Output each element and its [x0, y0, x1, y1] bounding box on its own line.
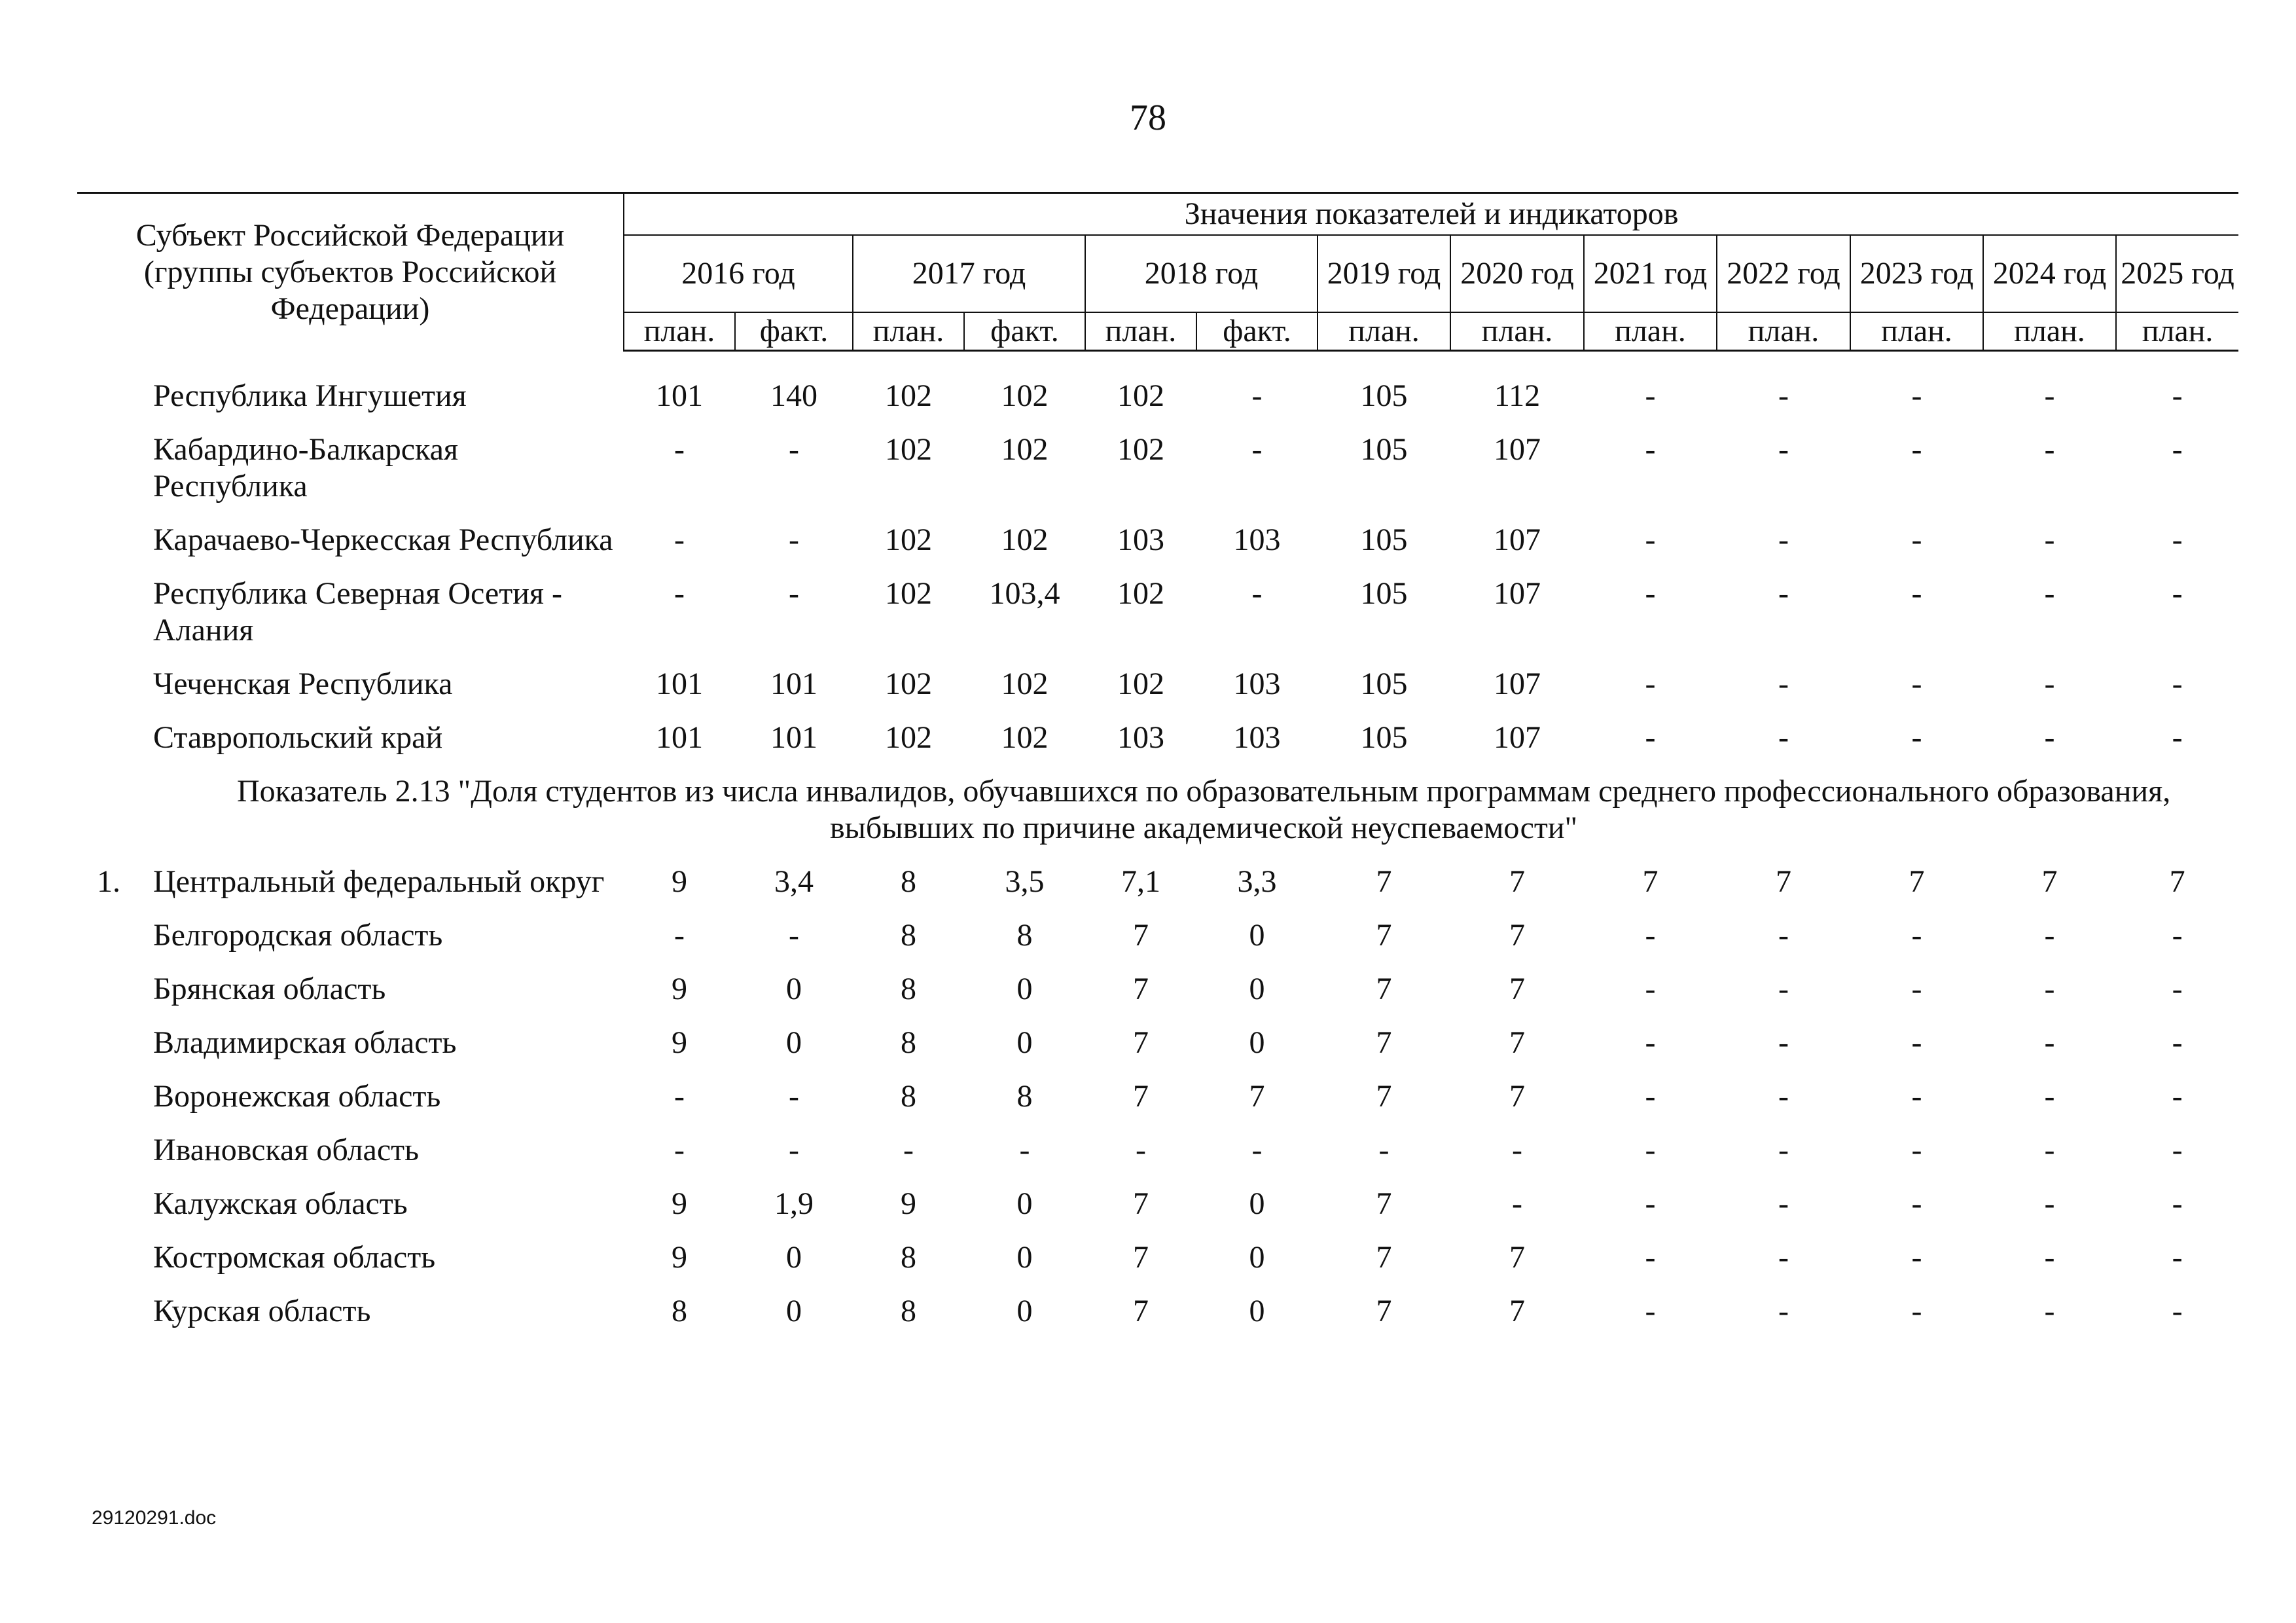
value-cell: -: [1645, 972, 1656, 1006]
value-cell: -: [2044, 432, 2055, 467]
value-cell: 7: [1509, 1079, 1525, 1114]
value-cell: 7: [1133, 1025, 1149, 1060]
value-cell: -: [1911, 918, 1922, 953]
value-cell: 0: [786, 1240, 802, 1275]
value-cell: -: [789, 1079, 799, 1114]
plan-header: план.: [1850, 312, 1983, 351]
value-cell: 102: [885, 666, 932, 701]
value-cell: -: [1911, 522, 1922, 557]
value-cell: -: [2044, 972, 2055, 1006]
value-cell: 140: [770, 378, 817, 413]
value-cell: 0: [1249, 1025, 1265, 1060]
table-row: [77, 720, 2238, 773]
value-cell: -: [674, 1133, 685, 1167]
value-cell: -: [2044, 1294, 2055, 1328]
row-label: Владимирская область: [153, 1025, 457, 1060]
row-label-cell: [77, 522, 624, 575]
value-cell: 7: [1376, 1240, 1392, 1275]
value-cell: -: [1778, 918, 1789, 953]
value-cell: -: [2044, 1240, 2055, 1275]
table-row: [77, 1239, 2238, 1293]
value-cell: -: [1778, 1240, 1789, 1275]
value-cell: -: [674, 1079, 685, 1114]
value-cell: -: [1645, 1186, 1656, 1221]
value-cell: -: [2044, 1186, 2055, 1221]
value-cell: 105: [1360, 666, 1408, 701]
row-label-cell: [77, 1078, 624, 1132]
plan-header: план.: [624, 312, 735, 351]
value-cell: -: [1911, 1079, 1922, 1114]
value-cell: -: [789, 522, 799, 557]
value-cell: 0: [1249, 1240, 1265, 1275]
table-row: [77, 575, 2238, 666]
value-cell: 8: [1016, 918, 1033, 953]
value-cell: 8: [901, 1240, 916, 1275]
value-cell: -: [2172, 1079, 2183, 1114]
value-cell: -: [674, 432, 685, 467]
value-cell: 7: [1133, 1079, 1149, 1114]
value-cell: -: [1911, 1186, 1922, 1221]
table-row: [77, 378, 2238, 431]
value-cell: -: [2172, 576, 2183, 611]
value-cell: 102: [1117, 576, 1164, 611]
table-row: [77, 522, 2238, 575]
value-cell: 7: [1133, 1240, 1149, 1275]
value-cell: -: [1911, 576, 1922, 611]
value-cell: -: [1778, 720, 1789, 755]
value-cell: -: [1778, 1133, 1789, 1167]
plan-header: план.: [853, 312, 964, 351]
value-cell: 7: [1376, 1186, 1392, 1221]
value-cell: 112: [1494, 378, 1541, 413]
value-cell: 8: [901, 972, 916, 1006]
value-cell: 9: [672, 1025, 687, 1060]
value-cell: -: [1911, 1133, 1922, 1167]
row-label: Чеченская Республика: [153, 666, 453, 701]
value-cell: -: [1251, 576, 1263, 611]
value-cell: 101: [656, 378, 703, 413]
value-cell: 0: [1016, 1240, 1033, 1275]
value-cell: -: [674, 918, 685, 953]
table-row: [77, 1186, 2238, 1239]
value-cell: 1,9: [774, 1186, 814, 1221]
value-cell: 7: [1133, 1186, 1149, 1221]
year-2017-header: 2017 год: [853, 235, 1085, 312]
row-label: Костромская область: [153, 1240, 436, 1275]
indicator-row: [77, 773, 2238, 864]
value-cell: -: [1911, 1025, 1922, 1060]
value-cell: -: [789, 432, 799, 467]
fact-header: факт.: [964, 312, 1085, 351]
value-cell: -: [1778, 972, 1789, 1006]
value-cell: 103: [1117, 720, 1164, 755]
row-label-cell: [77, 1186, 624, 1239]
plan-header: план.: [1584, 312, 1717, 351]
value-cell: 102: [1001, 522, 1049, 557]
year-2024-header: 2024 год: [1983, 235, 2116, 312]
value-cell: -: [1911, 378, 1922, 413]
row-label: Калужская область: [153, 1186, 408, 1221]
year-2016-header: 2016 год: [624, 235, 853, 312]
value-cell: 3,3: [1237, 864, 1277, 899]
value-cell: -: [2172, 1025, 2183, 1060]
value-cell: -: [2172, 432, 2183, 467]
table-row: [77, 864, 2238, 917]
value-cell: 102: [885, 432, 932, 467]
row-label-cell: [77, 1293, 624, 1347]
year-2021-header: 2021 год: [1584, 235, 1717, 312]
row-label-cell: [77, 1239, 624, 1293]
year-2019-header: 2019 год: [1318, 235, 1450, 312]
row-label: Кабардино-Балкарская Республика: [153, 432, 458, 503]
plan-header: план.: [1983, 312, 2116, 351]
value-cell: -: [2172, 1240, 2183, 1275]
table-body: [77, 351, 2238, 1347]
table-row: [77, 971, 2238, 1025]
value-cell: 3,4: [774, 864, 814, 899]
indicator-title: Показатель 2.13 "Доля студентов из числа инвалидов, обучавшихся по образовательным программам среднего профессионального образования, выбывших по причине академической неуспеваемости": [236, 774, 2171, 845]
value-cell: 8: [901, 1025, 916, 1060]
value-cell: 107: [1494, 522, 1541, 557]
value-cell: -: [1778, 522, 1789, 557]
value-cell: 9: [672, 1240, 687, 1275]
value-cell: 7: [2169, 864, 2185, 899]
year-2022-header: 2022 год: [1717, 235, 1850, 312]
plan-header: план.: [1318, 312, 1450, 351]
value-cell: 7: [1509, 918, 1525, 953]
value-cell: -: [1251, 1133, 1263, 1167]
value-cell: -: [2044, 576, 2055, 611]
year-2025-header: 2025 год: [2116, 235, 2238, 312]
value-cell: -: [789, 1133, 799, 1167]
value-cell: -: [2172, 522, 2183, 557]
value-cell: 102: [1001, 432, 1049, 467]
plan-header: план.: [1450, 312, 1584, 351]
value-cell: -: [1251, 432, 1263, 467]
value-cell: -: [2172, 918, 2183, 953]
value-cell: 8: [901, 918, 916, 953]
value-cell: -: [1378, 1133, 1390, 1167]
year-2023-header: 2023 год: [1850, 235, 1983, 312]
document-id: 29120291.doc: [92, 1507, 217, 1529]
value-cell: -: [1911, 1294, 1922, 1328]
value-cell: 0: [1016, 1294, 1033, 1328]
row-label-cell: [77, 378, 624, 431]
plan-header: план.: [1085, 312, 1196, 351]
subject-column-header: Субъект Российской Федерации (группы субъектов Российской Федерации): [77, 193, 624, 351]
value-cell: -: [1645, 1240, 1656, 1275]
row-label: Ивановская область: [153, 1133, 420, 1167]
value-cell: 105: [1360, 576, 1408, 611]
value-cell: 0: [1249, 1294, 1265, 1328]
value-cell: -: [1136, 1133, 1146, 1167]
row-label: Брянская область: [153, 972, 386, 1006]
value-cell: 103: [1117, 522, 1164, 557]
value-cell: 107: [1494, 576, 1541, 611]
row-label: Карачаево-Черкесская Республика: [153, 522, 613, 557]
value-cell: 7: [1509, 1294, 1525, 1328]
row-label: Белгородская область: [153, 918, 443, 953]
value-cell: 7: [1909, 864, 1925, 899]
value-cell: 105: [1360, 378, 1408, 413]
value-cell: 103: [1233, 522, 1281, 557]
table-row: [77, 1078, 2238, 1132]
value-cell: 7: [1376, 918, 1392, 953]
value-cell: 105: [1360, 720, 1408, 755]
value-cell: 105: [1360, 432, 1408, 467]
value-cell: 102: [1117, 378, 1164, 413]
value-cell: 101: [770, 720, 817, 755]
year-2020-header: 2020 год: [1450, 235, 1584, 312]
value-cell: 105: [1360, 522, 1408, 557]
value-cell: 0: [1016, 972, 1033, 1006]
values-column-header: Значения показателей и индикаторов: [624, 193, 2238, 236]
table-row: [77, 1132, 2238, 1186]
value-cell: -: [2172, 1133, 2183, 1167]
value-cell: -: [903, 1133, 914, 1167]
value-cell: -: [1251, 378, 1263, 413]
row-label-cell: [77, 666, 624, 720]
value-cell: -: [2044, 378, 2055, 413]
value-cell: -: [1645, 1294, 1656, 1328]
value-cell: 7: [2041, 864, 2058, 899]
value-cell: -: [1778, 1079, 1789, 1114]
row-label: Республика Ингушетия: [153, 378, 467, 413]
row-label: Центральный федеральный округ: [153, 864, 605, 899]
row-label-cell: [77, 575, 624, 666]
value-cell: 8: [672, 1294, 687, 1328]
value-cell: -: [2044, 720, 2055, 755]
value-cell: 101: [656, 666, 703, 701]
value-cell: 101: [770, 666, 817, 701]
value-cell: -: [1645, 1025, 1656, 1060]
value-cell: -: [1778, 378, 1789, 413]
value-cell: 9: [672, 1186, 687, 1221]
value-cell: -: [674, 576, 685, 611]
value-cell: -: [1778, 1025, 1789, 1060]
plan-header: план.: [1717, 312, 1850, 351]
value-cell: -: [2044, 1133, 2055, 1167]
value-cell: 0: [1249, 918, 1265, 953]
value-cell: -: [1019, 1133, 1030, 1167]
row-label-cell: [77, 431, 624, 522]
value-cell: -: [1645, 1079, 1656, 1114]
value-cell: -: [2044, 918, 2055, 953]
fact-header: факт.: [735, 312, 853, 351]
value-cell: 0: [1249, 1186, 1265, 1221]
value-cell: -: [1645, 918, 1656, 953]
row-label: Республика Северная Осетия - Алания: [153, 576, 562, 647]
value-cell: 102: [885, 522, 932, 557]
row-label-cell: [77, 720, 624, 773]
value-cell: -: [2044, 666, 2055, 701]
value-cell: -: [1512, 1186, 1522, 1221]
value-cell: 103,4: [989, 576, 1060, 611]
row-label: Воронежская область: [153, 1079, 441, 1114]
value-cell: -: [1645, 576, 1656, 611]
row-label-cell: [77, 1132, 624, 1186]
value-cell: -: [2044, 1079, 2055, 1114]
value-cell: -: [1778, 432, 1789, 467]
value-cell: 102: [1001, 666, 1049, 701]
value-cell: 0: [1016, 1186, 1033, 1221]
indicators-table: [77, 192, 2238, 1347]
value-cell: 8: [901, 1294, 916, 1328]
value-cell: 107: [1494, 432, 1541, 467]
value-cell: 7: [1509, 864, 1525, 899]
row-label: Ставропольский край: [153, 720, 443, 755]
value-cell: 0: [786, 972, 802, 1006]
value-cell: 8: [901, 864, 916, 899]
value-cell: -: [1645, 522, 1656, 557]
value-cell: 7: [1376, 1079, 1392, 1114]
value-cell: 0: [786, 1025, 802, 1060]
table-row: [77, 1293, 2238, 1347]
row-label-cell: [77, 971, 624, 1025]
value-cell: 102: [1117, 432, 1164, 467]
value-cell: 7: [1249, 1079, 1265, 1114]
value-cell: -: [1778, 576, 1789, 611]
value-cell: -: [1911, 1240, 1922, 1275]
value-cell: -: [674, 522, 685, 557]
value-cell: -: [1645, 720, 1656, 755]
value-cell: 7: [1376, 972, 1392, 1006]
value-cell: 7: [1509, 972, 1525, 1006]
value-cell: 7: [1376, 1294, 1392, 1328]
value-cell: -: [1645, 378, 1656, 413]
value-cell: 8: [901, 1079, 916, 1114]
value-cell: -: [789, 576, 799, 611]
table-row: [77, 431, 2238, 522]
value-cell: -: [1911, 432, 1922, 467]
value-cell: -: [1645, 432, 1656, 467]
value-cell: 102: [885, 378, 932, 413]
year-2018-header: 2018 год: [1085, 235, 1318, 312]
value-cell: -: [2172, 1294, 2183, 1328]
value-cell: 7,1: [1121, 864, 1160, 899]
value-cell: -: [2172, 1186, 2183, 1221]
value-cell: -: [1911, 666, 1922, 701]
fact-header: факт.: [1196, 312, 1318, 351]
value-cell: -: [1911, 972, 1922, 1006]
value-cell: 7: [1133, 918, 1149, 953]
table-row: [77, 666, 2238, 720]
value-cell: 7: [1376, 864, 1392, 899]
row-number: 1.: [97, 864, 120, 899]
value-cell: 103: [1233, 720, 1281, 755]
value-cell: 7: [1776, 864, 1791, 899]
value-cell: 102: [885, 720, 932, 755]
value-cell: -: [2172, 720, 2183, 755]
value-cell: 101: [656, 720, 703, 755]
value-cell: 0: [786, 1294, 802, 1328]
plan-header: план.: [2116, 312, 2238, 351]
value-cell: 9: [672, 972, 687, 1006]
row-label-cell: [77, 1025, 624, 1078]
value-cell: -: [1778, 666, 1789, 701]
value-cell: 8: [1016, 1079, 1033, 1114]
value-cell: 0: [1016, 1025, 1033, 1060]
value-cell: 102: [885, 576, 932, 611]
row-label-cell: [77, 917, 624, 971]
value-cell: -: [2172, 666, 2183, 701]
value-cell: -: [789, 918, 799, 953]
value-cell: -: [2172, 378, 2183, 413]
value-cell: 0: [1249, 972, 1265, 1006]
value-cell: -: [2044, 522, 2055, 557]
value-cell: -: [1778, 1186, 1789, 1221]
value-cell: -: [2044, 1025, 2055, 1060]
value-cell: 102: [1001, 378, 1049, 413]
value-cell: -: [1645, 666, 1656, 701]
value-cell: 103: [1233, 666, 1281, 701]
page-number: 78: [1130, 98, 1166, 138]
value-cell: 3,5: [1005, 864, 1045, 899]
value-cell: 102: [1117, 666, 1164, 701]
table-header: [77, 193, 2238, 351]
value-cell: -: [1645, 1133, 1656, 1167]
value-cell: 7: [1509, 1025, 1525, 1060]
value-cell: -: [1911, 720, 1922, 755]
table-row: [77, 1025, 2238, 1078]
value-cell: 107: [1494, 720, 1541, 755]
value-cell: 7: [1642, 864, 1659, 899]
row-label-cell: [77, 864, 624, 917]
value-cell: -: [1778, 1294, 1789, 1328]
value-cell: 7: [1509, 1240, 1525, 1275]
value-cell: 9: [672, 864, 687, 899]
row-label: Курская область: [153, 1294, 371, 1328]
value-cell: -: [1512, 1133, 1522, 1167]
value-cell: -: [2172, 972, 2183, 1006]
value-cell: 102: [1001, 720, 1049, 755]
value-cell: 7: [1133, 1294, 1149, 1328]
table-row: [77, 917, 2238, 971]
value-cell: 7: [1133, 972, 1149, 1006]
value-cell: 9: [901, 1186, 916, 1221]
value-cell: 7: [1376, 1025, 1392, 1060]
value-cell: 107: [1494, 666, 1541, 701]
